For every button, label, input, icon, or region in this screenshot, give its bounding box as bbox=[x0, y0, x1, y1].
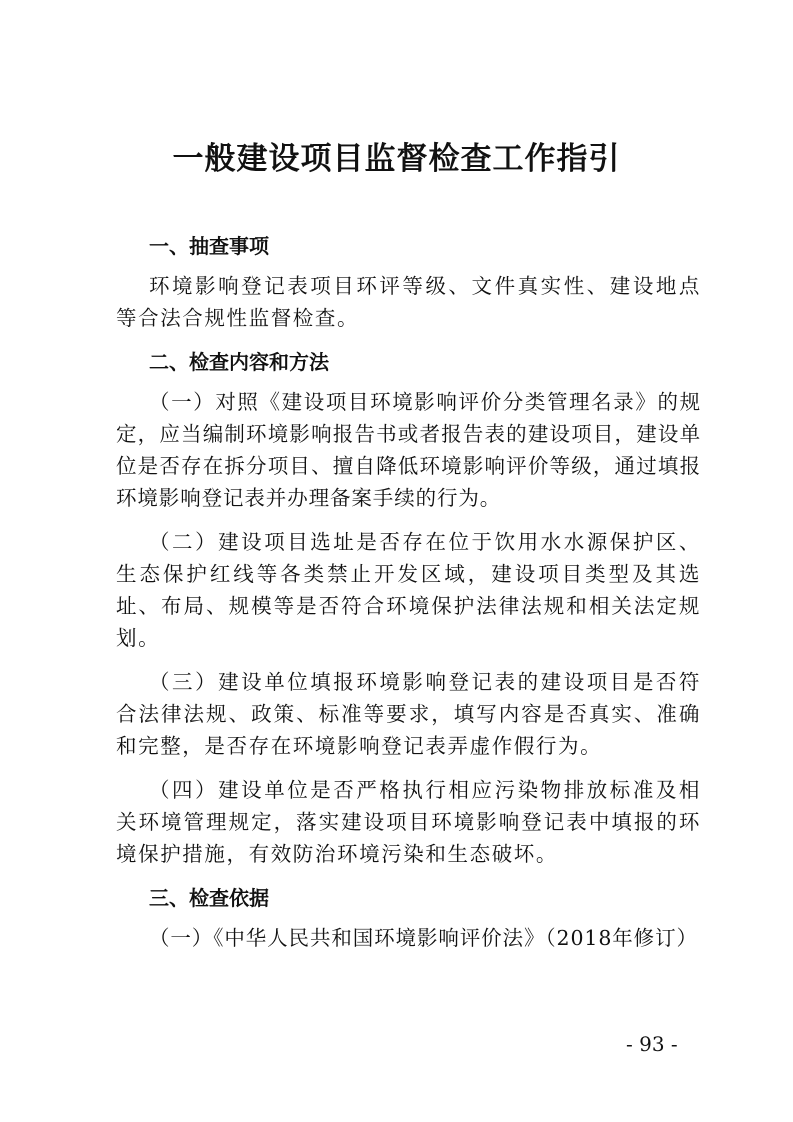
paragraph-method-2: （二）建设项目选址是否存在位于饮用水水源保护区、生态保护红线等各类禁止开发区域，建设项目类型及其选址、布局、规模等是否符合环境保护法律法规和相关法定规划。 bbox=[116, 530, 701, 650]
document-title: 一般建设项目监督检查工作指引 bbox=[172, 141, 621, 177]
section-heading-inspection-basis: 三、检查依据 bbox=[149, 886, 269, 910]
section-heading-content-and-methods: 二、检查内容和方法 bbox=[149, 350, 329, 374]
paragraph-basis-1: （一）《中华人民共和国环境影响评价法》（2018年修订） bbox=[149, 926, 698, 950]
document-body bbox=[116, 230, 701, 966]
paragraph-method-4: （四）建设单位是否严格执行相应污染物排放标准及相关环境管理规定，落实建设项目环境影响登记表中填报的环境保护措施，有效防治环境污染和生态破坏。 bbox=[116, 778, 701, 866]
page-number: - 93 - bbox=[626, 1032, 678, 1056]
paragraph-method-3: （三）建设单位填报环境影响登记表的建设项目是否符合法律法规、政策、标准等要求，填写内容是否真实、准确和完整，是否存在环境影响登记表弄虚作假行为。 bbox=[116, 670, 701, 758]
paragraph-inspection-items: 环境影响登记表项目环评等级、文件真实性、建设地点等合法合规性监督检查。 bbox=[116, 274, 701, 330]
section-heading-inspection-items: 一、抽查事项 bbox=[149, 234, 269, 258]
paragraph-method-1: （一）对照《建设项目环境影响评价分类管理名录》的规定，应当编制环境影响报告书或者报告表的建设项目，建设单位是否存在拆分项目、擅自降低环境影响评价等级，通过填报环境影响登记表并办理备案手续的行为。 bbox=[116, 390, 701, 510]
